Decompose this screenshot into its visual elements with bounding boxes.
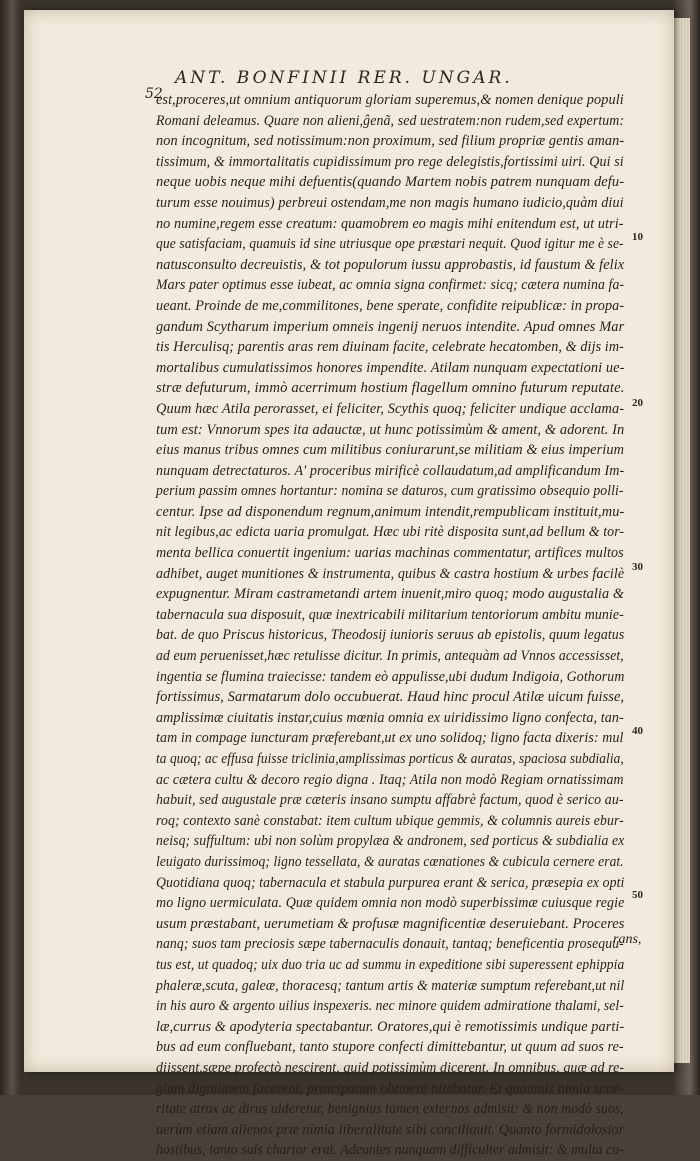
- text-line: leuigato durissimoq; ligno tessellata, & auratas cœnationes & cubicula cernere erat.: [156, 853, 624, 870]
- text-line: Mars pater optimus esse iubeat, ac omnia signa confirmet: sicq; cætera numina fa-: [156, 277, 625, 294]
- text-line: que satisfaciam, quamuis id sine utriusque ope præstari nequit. Quod igitur me è se-: [156, 236, 624, 253]
- text-line: menta bellica conuertit ingenium: uarias machinas commentatur, artifices multos: [156, 545, 624, 562]
- margin-line-number: 50: [632, 889, 643, 901]
- margin-line-number: 30: [632, 561, 643, 573]
- text-line: bat. de quo Priscus historicus, Theodosij iunioris seruus ab epistolis, quum legatus: [156, 627, 625, 644]
- text-line: tis Herculisq; parentis aras rem diuinam facite, celebrate hecatomben, & dijs im-: [156, 339, 624, 356]
- text-line: tissimum, & immortalitatis cupidissimum pro rege delegistis,fortissimi uiri. Qui si: [156, 153, 624, 170]
- text-line: fortissimus, Sarmatarum dolo occubuerat. Haud hinc procul Atilæ uicum fuisse,: [156, 689, 625, 706]
- text-line: nit legibus,ac edicta uaria promulgat. Hæc ubi ritè disposita sunt,ad bellum & tor-: [156, 524, 625, 541]
- page-number: 52: [145, 86, 163, 102]
- text-line: bus ad eum confluebant, tanto stupore confecti dimittebantur, ut quum ad suos re-: [156, 1039, 624, 1056]
- text-line: perium passim omnes hortantur: nomina se daturos, cum gratissimo obsequio polli-: [156, 483, 624, 500]
- margin-line-number: 40: [632, 725, 643, 737]
- text-line: neisq; suffultum: ubi non solùm propylæa & andronem, sed porticus & subdialia ex: [156, 833, 625, 850]
- text-line: tabernacula sua disposuit, quæ inextricabili militarium tentoriorum ambitu munie-: [156, 606, 624, 623]
- text-line: ritate atrox ac dirus uideretur, benignius tamen externos admisit: & non modò suos,: [156, 1101, 624, 1118]
- text-line: ingentia se flumina traiecisse: tandem eò appulisse,ubi dudum Indigoia, Gothorum: [156, 668, 625, 685]
- text-line: ad eum peruenisset,hæc retulisse dicitur. In primis, antequàm ad Vnnos accessisset,: [156, 648, 624, 665]
- text-line: mortalibus cumulatissimos honores impendite. Atilam nunquam expectationi ue-: [156, 359, 625, 376]
- text-line: tus est, ut quadoq; uix duo tria uc ad summu in expeditione sibi superessent ephippia: [156, 956, 625, 973]
- text-line: usum præstabant, uerumetiam & profusæ magnificentiæ deseruiebant. Proceres: [156, 915, 625, 932]
- margin-line-number: 20: [632, 397, 643, 409]
- text-line: eius manus tribus omnes cum militibus coniurarunt,se militiam & eius imperium: [156, 442, 624, 459]
- text-line: læ,currus & apodyteria spectabantur. Oratores,qui è remotissimis undique parti-: [156, 1018, 625, 1035]
- text-line: no numine,regem esse creatum: quamobrem eo magis mihi enitendum est, ut utri-: [156, 215, 624, 232]
- text-line: mo ligno uermiculata. Quæ quidem omnia non modò superbissimæ cuiusque regie: [156, 895, 625, 912]
- text-line: centur. Ipse ad disponendum regnum,animum intendit,rempublicam instituit,mu-: [156, 503, 625, 520]
- text-line: est,proceres,ut omnium antiquorum gloriam superemus,& nomen denique populi: [156, 92, 624, 108]
- text-line: adhibet, auget munitiones & instrumenta, quibus & castra hostium & urbes facilè: [156, 565, 625, 582]
- text-line: Quum hæc Atila perorasset, ei feliciter, Scythis quoq; feliciter undique acclama-: [156, 400, 625, 417]
- text-line: Quotidiana quoq; tabernacula et stabula purpurea erant & serica, præsepia ex opti: [156, 874, 625, 891]
- text-line: in his auro & argento uilius inspexeris. nec minore quidem admiratione thalami, sel-: [156, 998, 624, 1015]
- text-line: amplissimæ ciuitatis instar,cuius mœnia omnia ex uiridissimo ligno confecta, tan-: [156, 709, 624, 726]
- text-line: Romani deleamus. Quare non alieni,ĝenã, sed uestratem:non rudem,sed expertum:: [156, 112, 625, 129]
- text-line: turum esse nouimus) perbreui ostendam,me non magis humano iudicio,quàm diui: [156, 194, 624, 211]
- catchword: rans,: [613, 932, 642, 947]
- running-head: [145, 68, 625, 88]
- text-line: hostibus, tanto suis charior erat. Adeuntes nunquam difficulter admisit: & multa cu-: [156, 1142, 624, 1159]
- text-line: nunquam detrectaturos. A' proceribus mirificè collaudatum,ad amplificandum Im-: [156, 462, 625, 479]
- text-line: ta quoq; ac effusa fuisse triclinia,amplissimas porticus & auratas, spaciosa subdialia,: [156, 751, 624, 767]
- text-line: ac cætera cultu & decoro regio digna . Itaq; Atila non modò Regiam ornatissimam: [156, 771, 624, 788]
- text-line: phaleræ,scuta, galeæ, thoracesq; tantum artis & materiæ sumptum referebant,ut nil: [156, 977, 625, 994]
- text-line: non incognitum, sed notissimum:non proximum, sed filium propriæ gentis aman-: [156, 133, 625, 150]
- text-line: expugnentur. Miram castrametandi artem inuenit,miro quoq; modo augustalia &: [156, 586, 625, 603]
- text-line: neque uobis neque mihi defuentis(quando Martem nobis patrem nunquam defu-: [156, 174, 625, 191]
- margin-line-number: 10: [632, 231, 643, 243]
- text-line: tam in compage iuncturam præferebant,ut ex uno solidoq; ligno facta dixeris: mul: [156, 730, 624, 747]
- text-line: dijssent,sæpe profectò nescirent, quid potissimùm dicerent. In omnibus, quæ ad re-: [156, 1059, 625, 1076]
- text-line: giam dignitatem facerent, principatum obtinere nitebatur. Et quamuis nimia seue-: [156, 1080, 625, 1097]
- text-line: tum est: Vnnorum spes ita adauctæ, ut hunc potissimùm & ament, & adorent. In: [156, 421, 625, 438]
- text-line: habuit, sed augustale præ cæteris insano sumptu affabrè factum, quod è serico au-: [156, 792, 624, 809]
- text-line: stræ defuturum, immò acerrimum hostium flagellum omnino futurum reputate.: [156, 380, 625, 397]
- text-line: nanq; suos tam preciosis sæpe tabernaculis donauit, tantaq; beneficentia prosequu-: [156, 936, 624, 953]
- text-line: uerùm etiam alienos præ nimia liberalitate sibi conciliauit. Quanto formidolosior: [156, 1121, 625, 1138]
- text-line: natusconsulto decreuistis, & tot populorum iussu approbastis, id faustum & felix: [156, 256, 625, 273]
- body-text: [156, 90, 626, 1161]
- text-line: roq; contexto sanè constabat: item cultum ubique gemmis, & columnis aureis ebur-: [156, 812, 624, 829]
- running-head-text: ANT. BONFINII RER. UNGAR.: [175, 68, 513, 88]
- text-line: ueant. Proinde de me,commilitones, bene sperate, confidite reipublicæ: in propa-: [156, 297, 625, 314]
- text-line: gandum Scytharum imperium omneis ingenij neruos intendite. Apud omnes Mar: [156, 318, 625, 335]
